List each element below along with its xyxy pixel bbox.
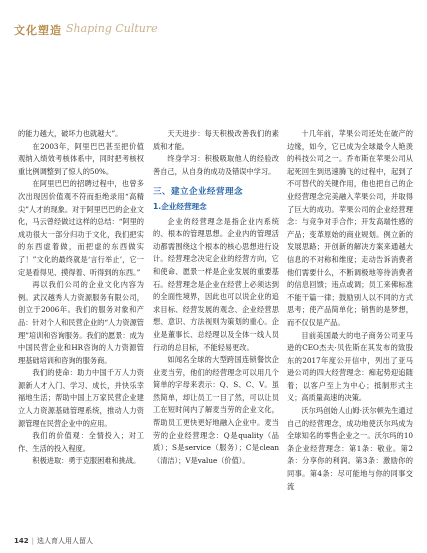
section-heading: 三、建立企业经营理念 — [153, 187, 244, 198]
text-column-3 — [287, 128, 413, 493]
paragraph: 沃尔玛创始人山姆·沃尔顿先生通过自己的经营理念，成功地使沃尔玛成为全球知名的零售企业之一。沃尔玛的10条企业经营理念：第1条：敬业。第2条：分享你的利润。第3条：激励你的同事。第4条：尽可能地与你的同事交流 — [287, 406, 413, 491]
paragraph: 在阿里巴巴的招聘过程中，也曾多次出现因价值观不符而拒绝录用“高精尖”人才的现象。对于阿里巴巴的企业文化，马云曾经做过这样的总结：“阿里的成功很大一部分归功于文化，我们把实的东西虚着做，而把虚的东西做实了！”文化的最终就是‘言行举止’，它一定是看得见、摸得着、听得到的东西。” — [18, 179, 144, 277]
paragraph: 积极进取：勇于克服困难和挑战。 — [32, 456, 141, 466]
paragraph: 如闻名全球的大型跨国连锁餐饮企业麦当劳，他们的经营理念可以用几个简单的字母来表示：Q、S、C、V。虽然简单，却让员工一目了然，可以让员工在短时间内了解麦当劳的企业文化，帮助员工更快更好地融入企业中。麦当劳的企业经营理念：Q是quality（品质）；S是service（服务）；C是clean（清洁）；V是value（价值）。 — [153, 355, 279, 465]
paragraph: 目前美国最大的电子商务公司亚马逊的CEO杰夫·贝佐斯在其发布的致股东的2017年度公开信中，列出了亚马逊公司的四大经营理念：痴起势迎追随着；以客户至上为中心；抵制形式主义；高质量高速的决策。 — [287, 330, 413, 403]
page-footer — [14, 536, 93, 546]
text-column-2 — [153, 128, 279, 467]
page-number: 142 — [14, 537, 29, 545]
paragraph: 十几年前，苹果公司还处在破产的边缘，如今，它已成为全球最令人艳羡的科技公司之一。乔布斯在苹果公司从起死回生到迅速腾飞的过程中，起到了不可替代的关键作用，他也把自己的企业经营理念完美融入苹果公司，并取得了巨大的成功。苹果公司的企业经营理念：与竞争对手合作；开发高端性感的产品；变革原始的商业规划。例立新的发展思路；开创新的解决方案来通越大信息的不对称和维度；走动告诉消费者他们需要什么，不断调极地等待消费者的信息回馈；违点或调；员工来佛标准不能干篇一律；鼓励别人以不同的方式思考；使产品简单化；销售的是梦想，而不仅仅是产品。 — [287, 129, 413, 327]
page-header — [0, 0, 427, 44]
footer-separator: | — [31, 537, 34, 545]
section-title: 文化塑造 — [14, 24, 62, 37]
paragraph: 我们的价值观：全情投入；对工作、生活的投入程度。 — [18, 431, 144, 453]
paragraph: 企业的经营理念是指企业内系统的、根本的管理思想。企业内的管理活动都需围绕这个根本的核心思想进行设计。经营理念决定企业的经营方向，它和使命、愿景一样是企业发展的重要基石。经营理念是企业在经营上必须达到的全面性境界，因此也可以说企业的追求目标、经营发展的观念、企业经营思想、意识、方法视则为策划的重心。企业是董事长、总经理以及全体一线人员行动的总目标，不能轻易更改。 — [153, 216, 279, 352]
section-subtitle: Shaping Culture — [66, 22, 158, 35]
magazine-name: 选人育人用人留人 — [36, 537, 93, 545]
paragraph: 天天进步：每天积极改善我们的素质和才能。 — [153, 129, 279, 151]
subsection-heading: 1.企业经营理念 — [153, 201, 207, 211]
paragraph: 在2003年，阿里巴巴甚至把价值观纳入绩效考核体系中，同时把考核权重比例调整到了惊人的50%。 — [18, 141, 144, 176]
paragraph: 再以我们公司的企业文化内容为例。武汉越秀人力资源服务有限公司，创立于2006年。我们的服务对象和产品：针对个人和民营企业的“人力资源管理”培训和咨询服务。我们的愿景：成为中国民营企业和HR咨询的人力资源管理基础培训和咨询的服务商。 — [18, 280, 144, 365]
paragraph: 终身学习：积极吸取他人的经验改善自己，从自身的成功及错误中学习。 — [153, 154, 279, 176]
paragraph: 我们的使命：助力中国千万人力资源新人才入门、学习、成长，并快乐幸福地生活；帮助中国上万家民营企业建立人力资源基础管理系统，推动人力资源管理在民营企业中的应用。 — [18, 368, 144, 428]
paragraph: 的能力越大，破坏力也就越大”。 — [18, 129, 123, 138]
text-column-1 — [18, 128, 144, 468]
